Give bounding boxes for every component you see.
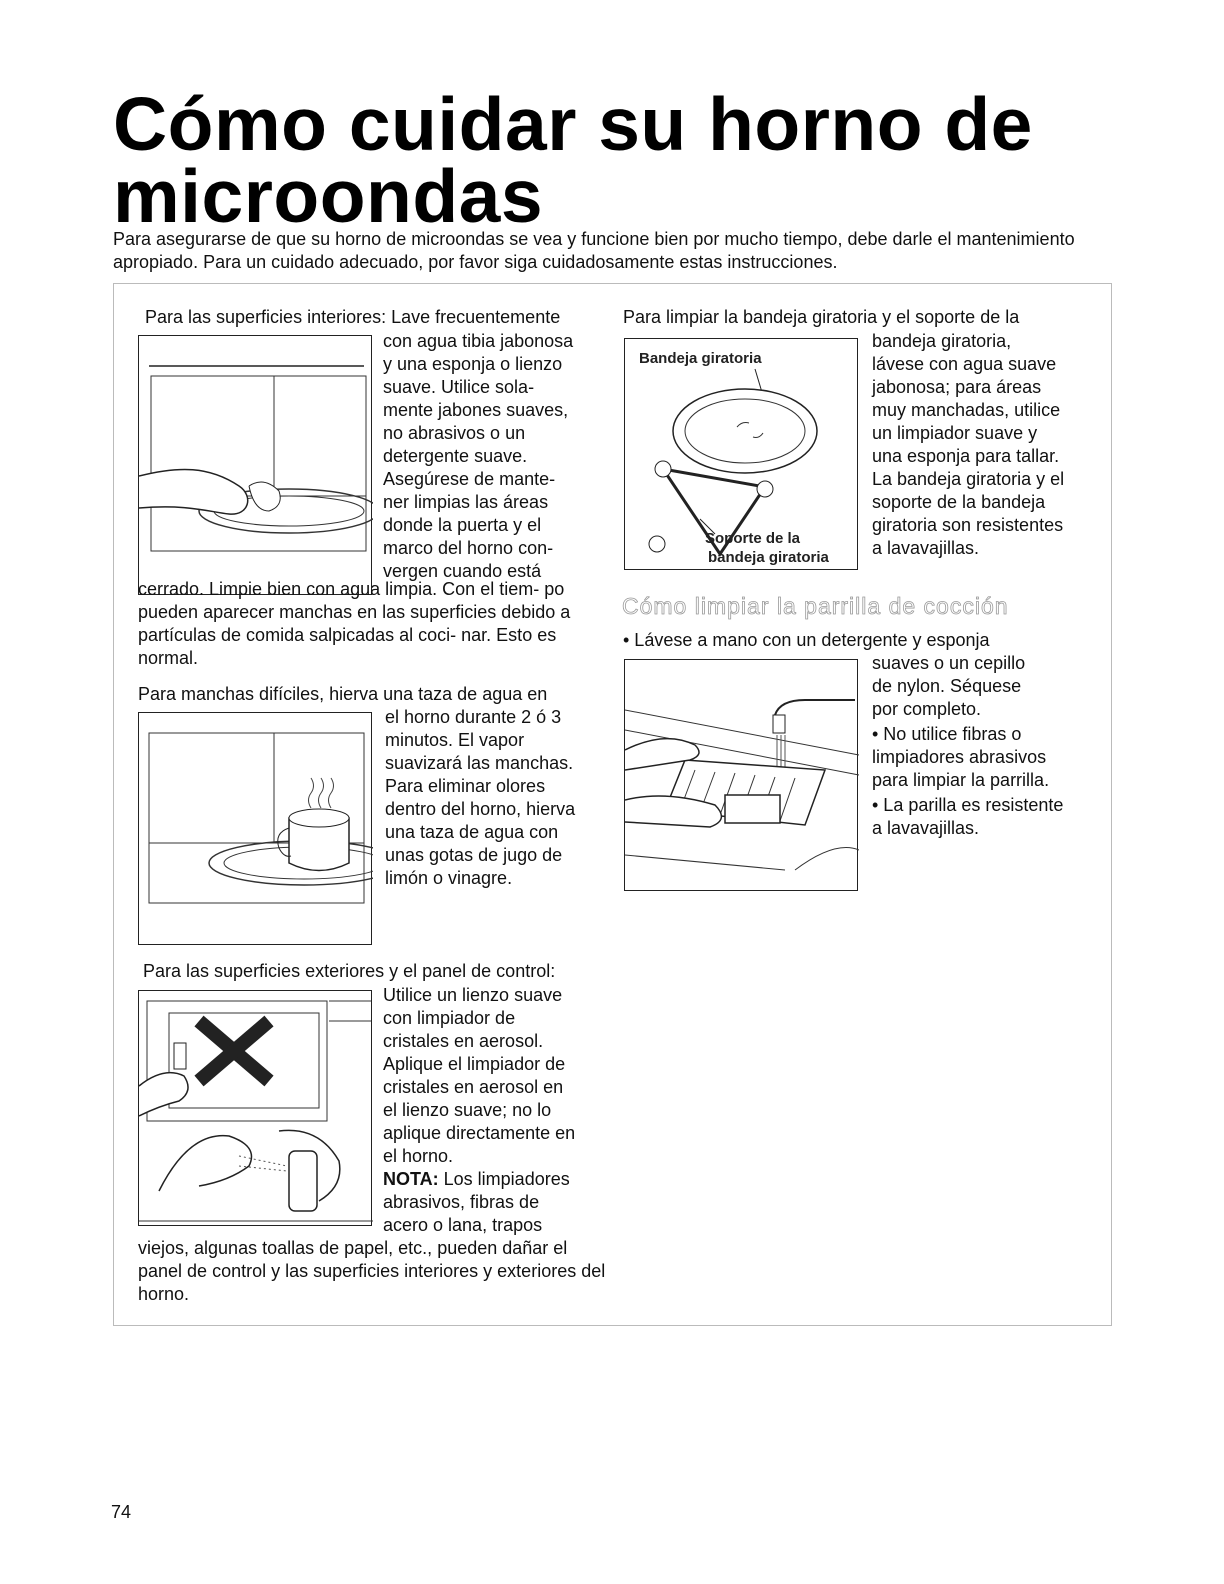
interior-tail: cerrado. Limpie bien con agua limpia. Con el tiem- po pueden aparecer manchas en las superficies debido a partículas de comida salpicadas al coci- nar. Esto es normal. — [138, 579, 571, 668]
interior-line: con agua tibia jabonosa — [383, 331, 574, 351]
turntable-label: Bandeja giratoria — [639, 350, 762, 367]
rack-line: • No utilice fibras o — [872, 724, 1022, 744]
interior-line: vergen cuando está — [383, 561, 542, 581]
turntable-line: giratoria son resistentes — [872, 515, 1064, 535]
page-number: 74 — [111, 1502, 132, 1522]
turntable-line: lávese con agua suave — [872, 354, 1057, 374]
turntable-illustration — [624, 338, 858, 570]
exterior-line: aplique directamente en — [383, 1123, 576, 1143]
exterior-line: el horno. — [383, 1146, 454, 1166]
stains-line: Para eliminar olores — [385, 776, 546, 796]
nota-text: Los limpiadores — [438, 1169, 570, 1189]
turntable-line: una esponja para tallar. — [872, 446, 1060, 466]
turntable-line: jabonosa; para áreas — [872, 377, 1042, 397]
rack-line: de nylon. Séquese — [872, 676, 1022, 696]
interior-cleaning-illustration — [138, 335, 372, 595]
exterior-line: abrasivos, fibras de — [383, 1192, 540, 1212]
exterior-line: cristales en aerosol. — [383, 1031, 544, 1051]
turntable-support-label: bandeja giratoria — [708, 549, 829, 566]
turntable-line: bandeja giratoria, — [872, 331, 1012, 351]
exterior-lead: Para las superficies exteriores y el panel de control: — [143, 961, 556, 981]
stains-lead: Para manchas difíciles, hierva una taza de agua en — [138, 684, 548, 704]
stains-line: el horno durante 2 ó 3 — [385, 707, 562, 727]
rack-bullet-1-lead: • Lávese a mano con un detergente y esponja — [623, 630, 990, 650]
rack-line: para limpiar la parrilla. — [872, 770, 1050, 790]
stains-side-text — [385, 706, 575, 890]
exterior-line: el lienzo suave; no lo — [383, 1100, 552, 1120]
rack-line: • La parilla es resistente — [872, 795, 1064, 815]
exterior-tail: viejos, algunas toallas de papel, etc., pueden dañar el panel de control y las superficies interiores y exteriores del horno. — [138, 1238, 606, 1304]
stains-line: limón o vinagre. — [385, 868, 513, 888]
interior-line: y una esponja o lienzo — [383, 354, 563, 374]
nota-label: NOTA: — [383, 1169, 439, 1189]
rack-washing-illustration — [624, 659, 858, 891]
interior-line: donde la puerta y el — [383, 515, 542, 535]
rack-side-text — [872, 652, 1063, 840]
rack-line: por completo. — [872, 699, 982, 719]
turntable-line: soporte de la bandeja — [872, 492, 1046, 512]
turntable-line: La bandeja giratoria y el — [872, 469, 1065, 489]
interior-lead: Para las superficies interiores: Lave frecuentemente — [145, 307, 561, 327]
exterior-cleaning-illustration — [138, 990, 372, 1226]
interior-line: Asegúrese de mante- — [383, 469, 556, 489]
interior-line: marco del horno con- — [383, 538, 554, 558]
interior-line: detergente suave. — [383, 446, 528, 466]
interior-line: no abrasivos o un — [383, 423, 526, 443]
stains-line: suavizará las manchas. — [385, 753, 574, 773]
rack-line: suaves o un cepillo — [872, 653, 1026, 673]
interior-line: suave. Utilice sola- — [383, 377, 535, 397]
interior-line: ner limpias las áreas — [383, 492, 549, 512]
stains-line: una taza de agua con — [385, 822, 559, 842]
rack-section-heading: Cómo limpiar la parrilla de cocción — [622, 593, 1009, 619]
rack-line: limpiadores abrasivos — [872, 747, 1047, 767]
nota-line — [383, 1168, 575, 1191]
turntable-line: un limpiador suave y — [872, 423, 1038, 443]
turntable-lead: Para limpiar la bandeja giratoria y el soporte de la — [623, 307, 1020, 327]
exterior-side-text — [383, 984, 575, 1237]
stains-line: dentro del horno, hierva — [385, 799, 576, 819]
page-title: Cómo cuidar su horno de microondas — [113, 82, 1033, 238]
exterior-line: con limpiador de — [383, 1008, 516, 1028]
exterior-line: acero o lana, trapos — [383, 1215, 543, 1235]
interior-side-text — [383, 330, 573, 583]
exterior-line: Aplique el limpiador de — [383, 1054, 566, 1074]
turntable-line: muy manchadas, utilice — [872, 400, 1061, 420]
stains-line: minutos. El vapor — [385, 730, 525, 750]
turntable-side-text — [872, 330, 1064, 560]
turntable-line: a lavavajillas. — [872, 538, 980, 558]
intro-paragraph: Para asegurarse de que su horno de microondas se vea y funcione bien por mucho tiempo, debe darle el mantenimiento apropiado. Para un cuidado adecuado, por favor siga cuidadosamente estas instrucciones. — [113, 229, 1075, 272]
rack-line: a lavavajillas. — [872, 818, 980, 838]
stains-line: unas gotas de jugo de — [385, 845, 563, 865]
exterior-line: Utilice un lienzo suave — [383, 985, 563, 1005]
exterior-line: cristales en aerosol en — [383, 1077, 564, 1097]
interior-line: mente jabones suaves, — [383, 400, 569, 420]
turntable-support-label: Soporte de la — [705, 530, 801, 547]
steam-cup-illustration — [138, 712, 372, 945]
